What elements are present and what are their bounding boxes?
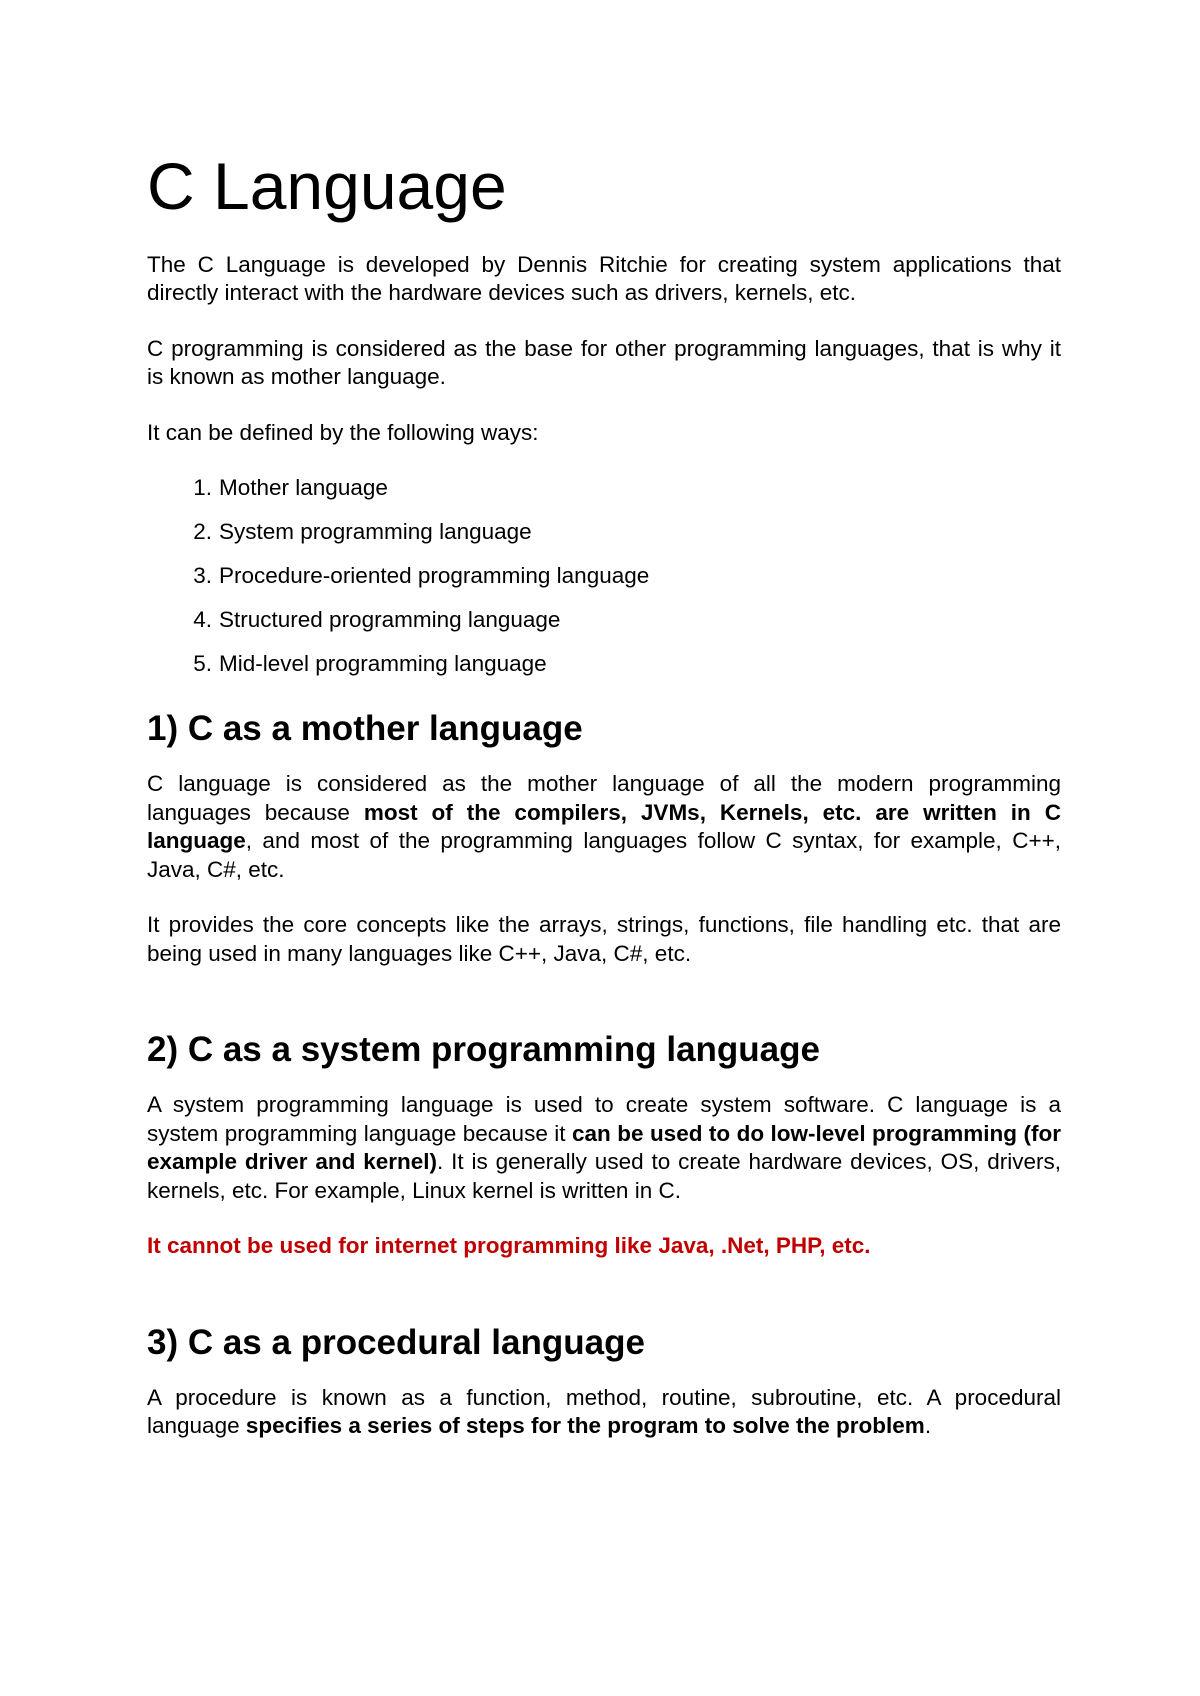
list-item	[193, 562, 1061, 590]
section-3-text-a: A procedure is known as a function, method, routine, subroutine, etc. A procedural language	[147, 1384, 1061, 1439]
section-1-paragraph-2: It provides the core concepts like the arrays, strings, functions, file handling etc. that are being used in many languages like C++, Java, C#, etc.	[147, 912, 1061, 966]
list-item	[193, 650, 1061, 678]
section-1-paragraph-1	[147, 770, 1061, 884]
list-item	[193, 606, 1061, 634]
section-1-text-c: , and most of the programming languages follow C syntax, for example, C++, Java, C#, etc.	[147, 828, 1061, 882]
list-item	[193, 518, 1061, 546]
list-item-number: 5.	[193, 651, 212, 677]
list-item-label: Mid-level programming language	[219, 651, 547, 677]
section-1-emphasis: most of the compilers, JVMs, Kernels, etc. are written in C language	[147, 799, 1062, 854]
intro-paragraph-2: C programming is considered as the base for other programming languages, that is why it is known as mother language.	[147, 335, 1061, 390]
list-item-label: Procedure-oriented programming language	[219, 563, 650, 589]
section-3-paragraph-1	[147, 1384, 1061, 1441]
ways-list	[147, 474, 1061, 678]
document-page	[147, 150, 1061, 1468]
section-2-warning: It cannot be used for internet programming like Java, .Net, PHP, etc.	[147, 1233, 871, 1259]
section-2-emphasis: can be used to do low-level programming (for example driver and kernel)	[147, 1120, 1061, 1175]
section-3-text-c: .	[924, 1413, 932, 1439]
list-item-label: System programming language	[219, 519, 532, 545]
section-2-text-a: A system programming language is used to create system software. C language is a system programming language because it	[147, 1092, 1061, 1146]
intro-paragraph-3: It can be defined by the following ways:	[147, 419, 539, 445]
list-item-label: Structured programming language	[219, 607, 561, 633]
section-2-text-c: . It is generally used to create hardware devices, OS, drivers, kernels, etc. For example, Linux kernel is written in C.	[147, 1149, 1061, 1203]
section-2-heading: 2) C as a system programming language	[147, 1030, 820, 1070]
page-title: C Language	[147, 149, 507, 223]
list-item-label: Mother language	[219, 475, 388, 501]
list-item-number: 4.	[193, 607, 212, 633]
list-item	[193, 474, 1061, 502]
intro-paragraph-1: The C Language is developed by Dennis Ritchie for creating system applications that directly interact with the hardware devices such as drivers, kernels, etc.	[147, 251, 1061, 306]
section-3-emphasis: specifies a series of steps for the program to solve the problem	[245, 1413, 925, 1439]
section-2-paragraph-1	[147, 1091, 1061, 1205]
list-item-number: 3.	[193, 563, 212, 589]
section-1-heading: 1) C as a mother language	[147, 709, 583, 749]
list-item-number: 1.	[193, 475, 212, 501]
section-1-text-a: C language is considered as the mother language of all the modern programming languages because	[147, 771, 1061, 825]
list-item-number: 2.	[193, 519, 212, 545]
section-3-heading: 3) C as a procedural language	[147, 1322, 645, 1362]
